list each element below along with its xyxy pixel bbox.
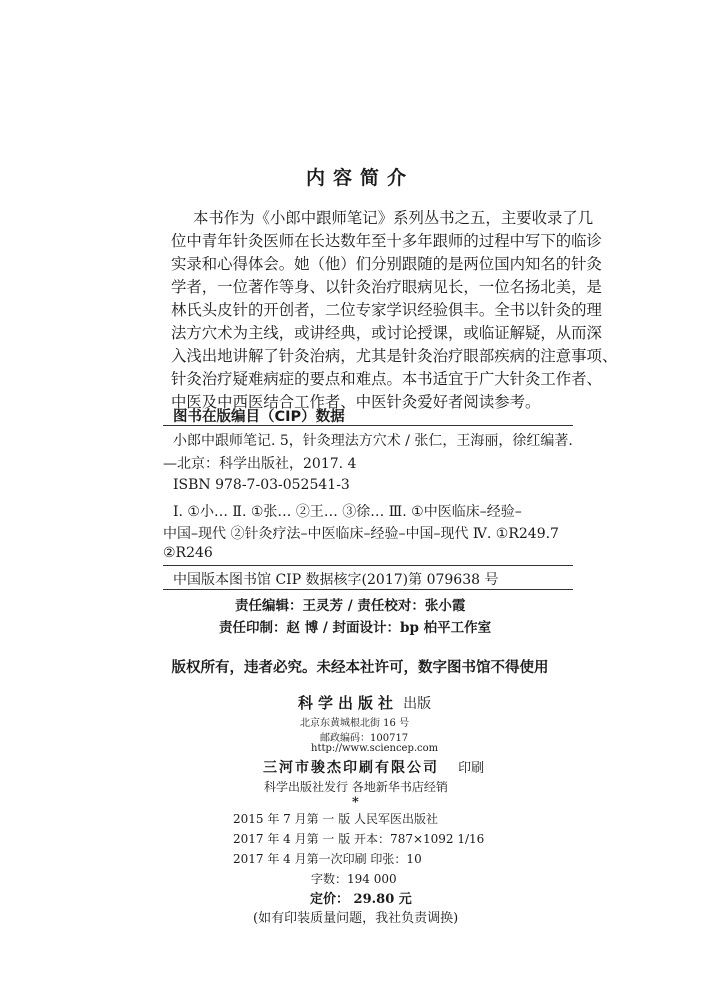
intro-title: 内容简介 [305,167,414,189]
intro-line: 法方穴术为主线，或讲经典，或讨论授课，或临证解疑，从而深 [171,324,602,342]
intro-line: 本书作为《小郎中跟师笔记》系列丛书之五，主要收录了几 [193,209,594,227]
word-count: 字数：194 000 [311,872,397,886]
cip-line: 小郎中跟师笔记. 5，针灸理法方穴术 / 张仁，王海丽，徐红编著. [173,433,573,449]
printer-line [263,757,484,777]
divider [163,589,573,590]
cip-line: —北京：科学出版社，2017. 4 [163,456,357,472]
cip-line: ISBN 978-7-03-052541-3 [173,477,350,493]
quality-note: (如有印装质量问题，我社负责调换) [253,911,459,926]
intro-line: 入浅出地讲解了针灸治病，尤其是针灸治疗眼部疾病的注意事项、 [171,347,618,365]
publisher-line [298,692,431,713]
edition-line: 2017 年 4 月第 一 版 开本：787×1092 1/16 [233,832,485,846]
publisher-suffix: 出版 [403,696,432,712]
publisher-logo-text: 科学出版社 [298,694,399,712]
intro-line: 针灸治疗疑难病症的要点和难点。本书适宜于广大针灸工作者、 [171,370,602,388]
cip-verification: 中国版本图书馆 CIP 数据核字(2017)第 079638 号 [173,572,499,588]
edition-line: 2017 年 4 月第一次印刷 印张：10 [233,852,422,866]
intro-line: 学者，一位著作等身、以针灸治疗眼病见长，一位名扬北美，是 [171,278,602,296]
publisher-website: http://www.sciencep.com [311,743,439,754]
divider [163,425,573,426]
price: 定价： 29.80 元 [310,892,412,907]
intro-line: 实录和心得体会。她（他）们分别跟随的是两位国内知名的针灸 [171,255,602,273]
cip-line: Ⅰ. ①小… Ⅱ. ①张… ②王… ③徐… Ⅲ. ①中医临床–经验– [173,504,522,520]
distribution: 科学出版社发行 各地新华书店经销 [264,780,448,794]
edition-line: 2015 年 7 月第 一 版 人民军医出版社 [233,812,439,826]
separator-star: * [352,795,359,810]
intro-line: 中医及中西医结合工作者、中医针灸爱好者阅读参考。 [171,393,541,411]
cip-line: 中国–现代 ②针灸疗法–中医临床–经验–中国–现代 Ⅳ. ①R249.7 [163,526,559,542]
intro-line: 位中青年针灸医师在长达数年至十多年跟师的过程中写下的临诊 [171,232,602,250]
printer-name: 三河市骏杰印刷有限公司 [263,760,439,776]
divider [163,565,573,566]
cip-line: ②R246 [163,545,213,561]
responsibility-editors: 责任编辑：王灵芳 / 责任校对：张小霞 [235,598,466,614]
publisher-address: 北京东黄城根北街 16 号 [300,718,410,729]
intro-line: 林氏头皮针的开创者，二位专家学识经验俱丰。全书以针灸的理 [171,301,602,319]
copyright-notice: 版权所有，违者必究。未经本社许可，数字图书馆不得使用 [171,660,549,676]
publisher-postcode: 邮政编码：100717 [320,733,409,744]
responsibility-printing: 责任印制：赵 博 / 封面设计：bp 柏平工作室 [219,620,492,636]
printer-suffix: 印刷 [458,761,485,776]
cip-heading: 图书在版编目（CIP）数据 [173,409,345,425]
